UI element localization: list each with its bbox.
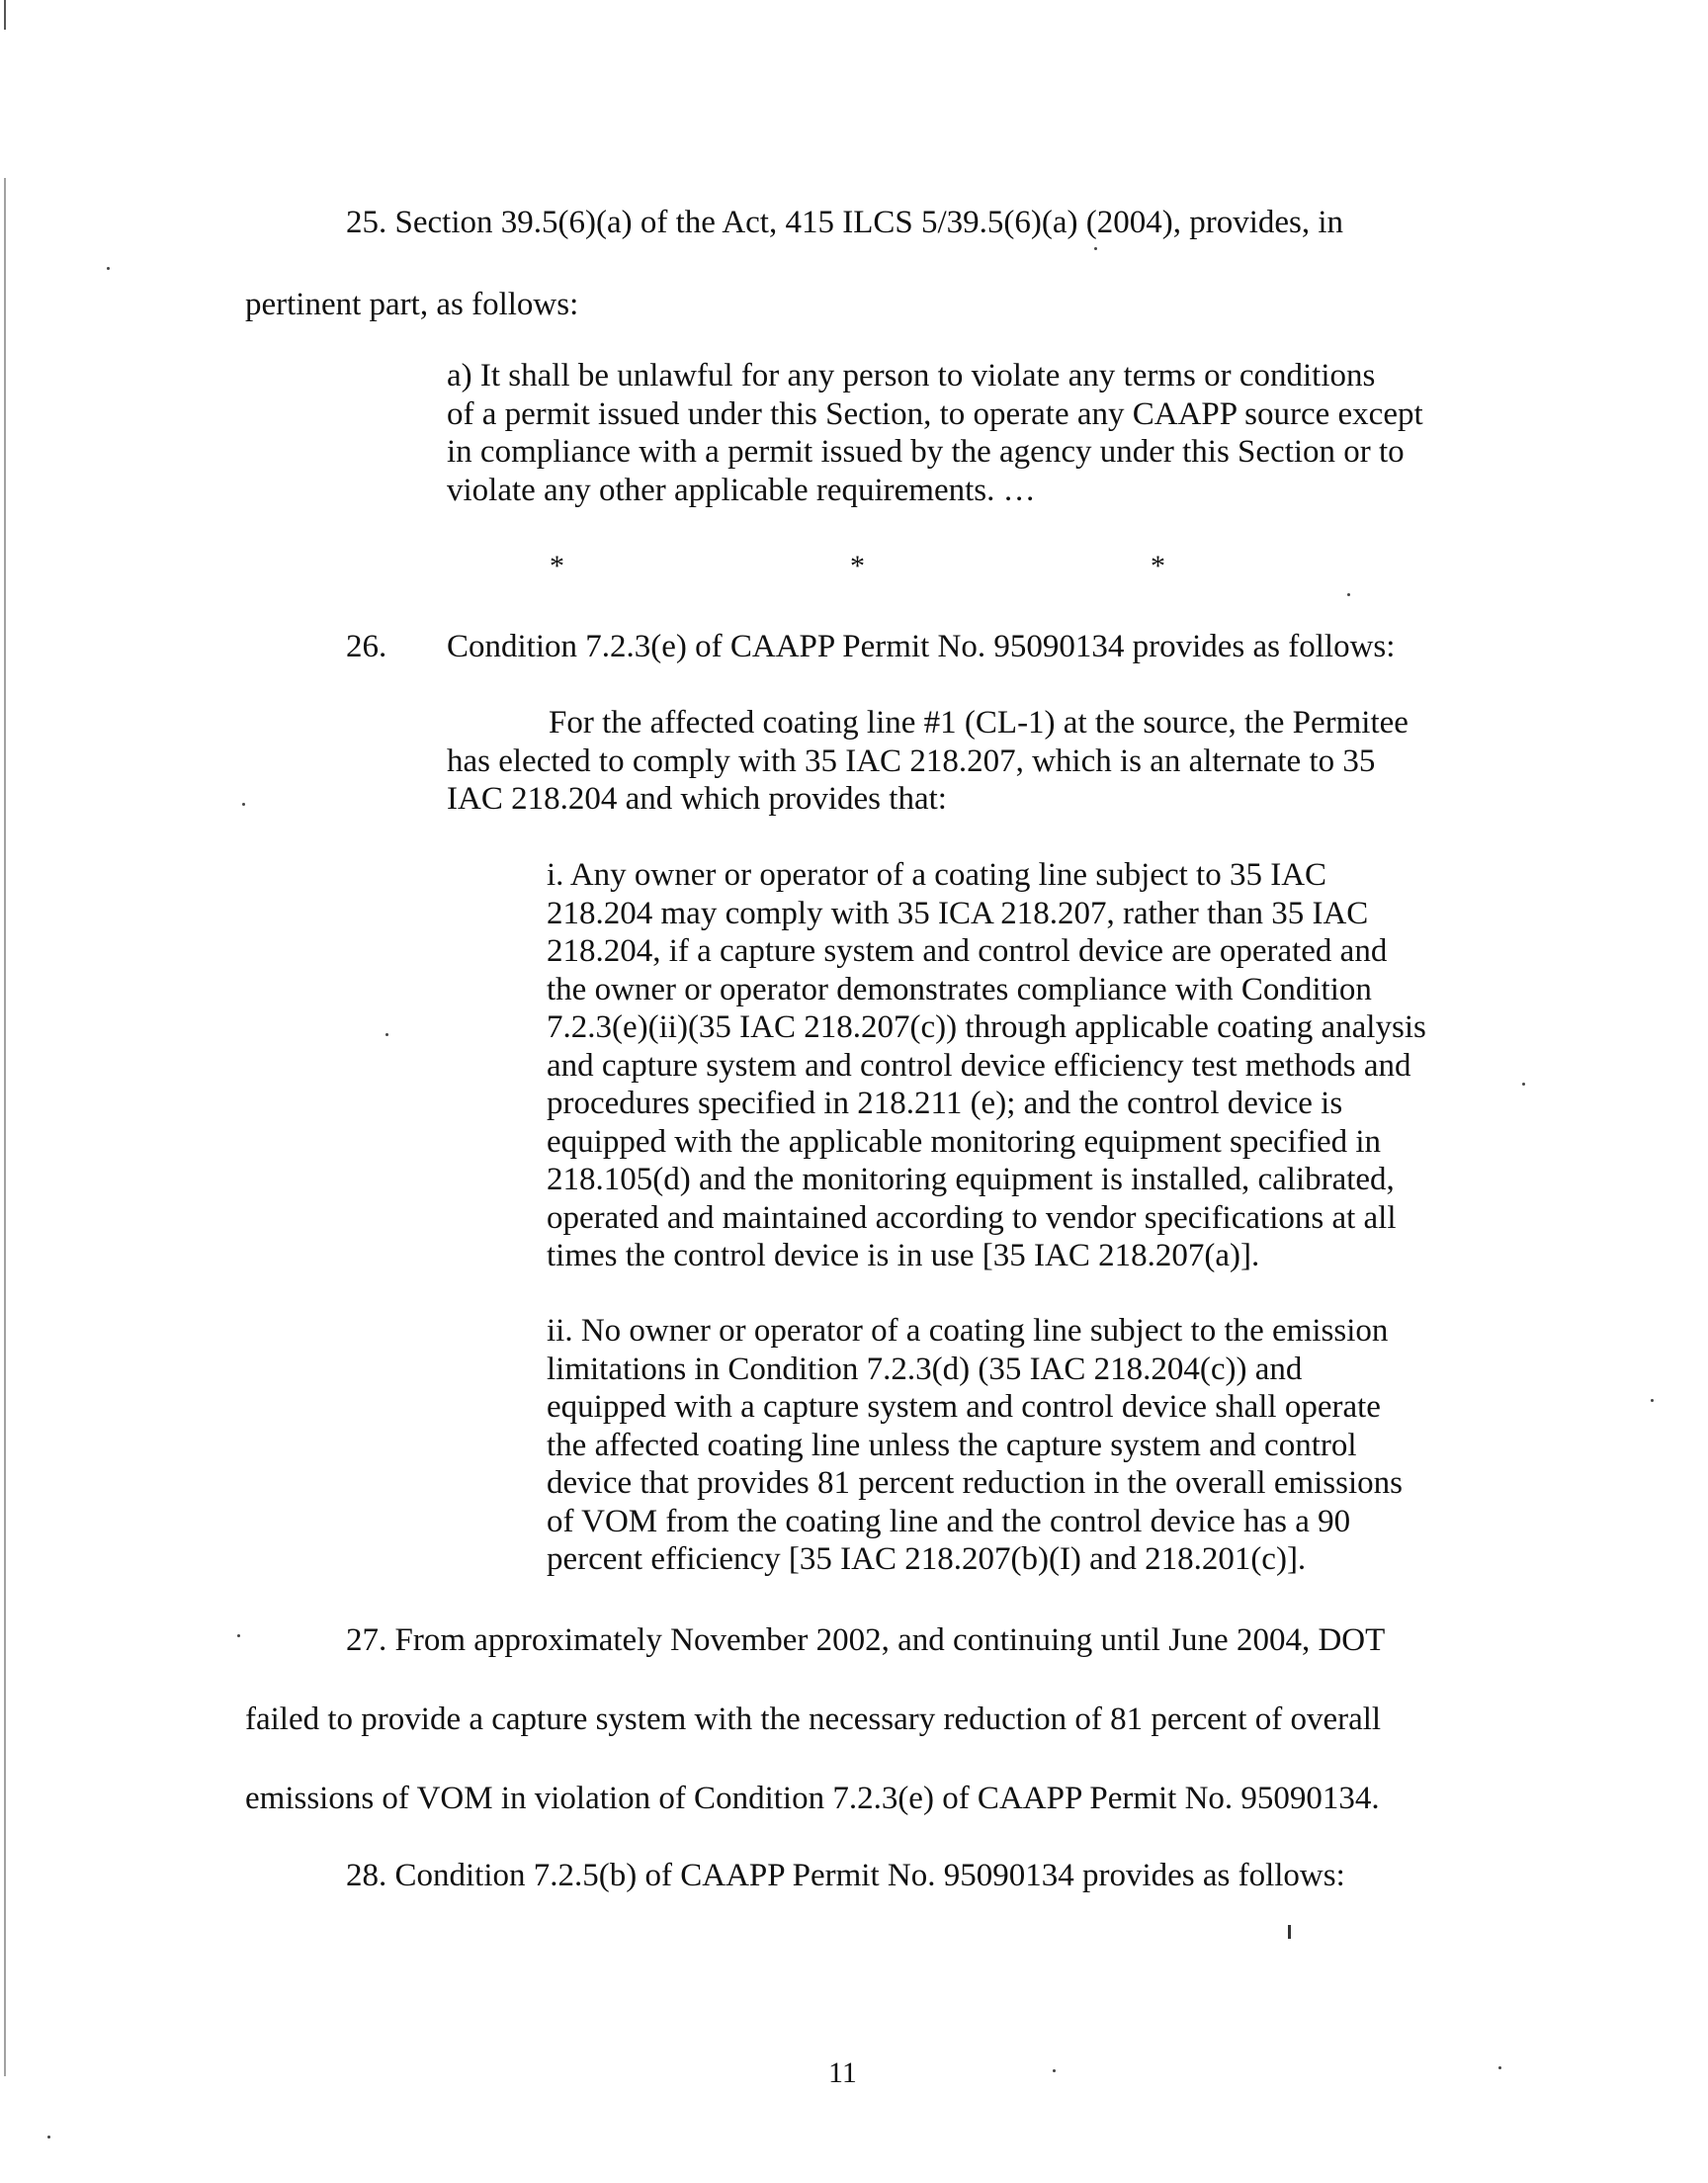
paragraph-25-line-2: pertinent part, as follows: [245, 287, 579, 322]
scan-speck [107, 267, 110, 270]
quote-line: ii. No owner or operator of a coating line subject to the emission [547, 1313, 1389, 1349]
scan-speck [1651, 1399, 1654, 1402]
quote-line: 7.2.3(e)(ii)(35 IAC 218.207(c)) through applicable coating analysis [547, 1009, 1426, 1045]
paragraph-27-line-3: emissions of VOM in violation of Condition 7.2.3(e) of CAAPP Permit No. 95090134. [245, 1781, 1380, 1816]
scan-tick-mark [1288, 1925, 1291, 1939]
quote-line: a) It shall be unlawful for any person to violate any terms or conditions [447, 358, 1376, 393]
paragraph-26-number: 26. [346, 629, 387, 664]
scan-speck [1522, 1083, 1525, 1086]
quote-26-item-i [547, 856, 1426, 1275]
quote-line: violate any other applicable requirements. … [447, 472, 1036, 508]
quote-line: For the affected coating line #1 (CL-1) at the source, the Permitee [549, 705, 1409, 741]
asterisk-separator: * [850, 550, 865, 582]
paragraph-26-text: Condition 7.2.3(e) of CAAPP Permit No. 95090134 provides as follows: [447, 629, 1396, 664]
quote-line: 218.105(d) and the monitoring equipment is installed, calibrated, [547, 1162, 1395, 1197]
paragraph-28-line-1: 28. Condition 7.2.5(b) of CAAPP Permit No. 95090134 provides as follows: [346, 1858, 1345, 1893]
quote-line: has elected to comply with 35 IAC 218.207, which is an alternate to 35 [447, 742, 1376, 779]
quote-line: 218.204 may comply with 35 ICA 218.207, rather than 35 IAC [547, 895, 1369, 931]
asterisk-separator: * [1151, 550, 1165, 582]
quote-line: the owner or operator demonstrates compliance with Condition [547, 971, 1372, 1007]
scan-speck [1498, 2066, 1501, 2069]
paragraph-27-line-2: failed to provide a capture system with the necessary reduction of 81 percent of overall [245, 1702, 1382, 1737]
quote-line: and capture system and control device efficiency test methods and [547, 1047, 1411, 1084]
scan-speck [1053, 2069, 1056, 2072]
quote-25 [447, 357, 1423, 509]
quote-line: IAC 218.204 and which provides that: [447, 781, 947, 817]
quote-26-intro [447, 704, 1409, 819]
paragraph-25-line-1: 25. Section 39.5(6)(a) of the Act, 415 ILCS 5/39.5(6)(a) (2004), provides, in [346, 205, 1344, 240]
quote-line: times the control device is in use [35 IAC 218.207(a)]. [547, 1238, 1260, 1273]
quote-line: in compliance with a permit issued by the agency under this Section or to [447, 434, 1405, 470]
quote-line: of VOM from the coating line and the control device has a 90 [547, 1503, 1351, 1539]
scan-speck [385, 1033, 388, 1036]
quote-line: of a permit issued under this Section, to operate any CAAPP source except [447, 395, 1423, 432]
quote-line: the affected coating line unless the capture system and control [547, 1427, 1357, 1463]
scan-speck [237, 1634, 240, 1637]
quote-line: i. Any owner or operator of a coating line subject to 35 IAC [547, 857, 1327, 893]
quote-line: limitations in Condition 7.2.3(d) (35 IAC 218.204(c)) and [547, 1351, 1303, 1387]
quote-line: device that provides 81 percent reduction in the overall emissions [547, 1465, 1403, 1501]
quote-line: operated and maintained according to vendor specifications at all [547, 1199, 1397, 1236]
page-number: 11 [828, 2056, 857, 2089]
scan-edge-line [4, 178, 6, 2076]
scan-speck [242, 803, 245, 806]
quote-line: percent efficiency [35 IAC 218.207(b)(I) and 218.201(c)]. [547, 1541, 1307, 1577]
asterisk-separator: * [550, 550, 564, 582]
paragraph-27-line-1: 27. From approximately November 2002, and continuing until June 2004, DOT [346, 1622, 1386, 1658]
scan-speck [1094, 247, 1097, 250]
quote-line: equipped with the applicable monitoring equipment specified in [547, 1123, 1382, 1160]
scan-speck [1347, 593, 1350, 596]
scan-edge-mark [4, 0, 6, 30]
scan-speck [47, 2136, 50, 2139]
quote-26-item-ii [547, 1312, 1403, 1579]
quote-line: procedures specified in 218.211 (e); and the control device is [547, 1086, 1343, 1121]
quote-line: 218.204, if a capture system and control device are operated and [547, 933, 1388, 969]
quote-line: equipped with a capture system and control device shall operate [547, 1389, 1381, 1425]
